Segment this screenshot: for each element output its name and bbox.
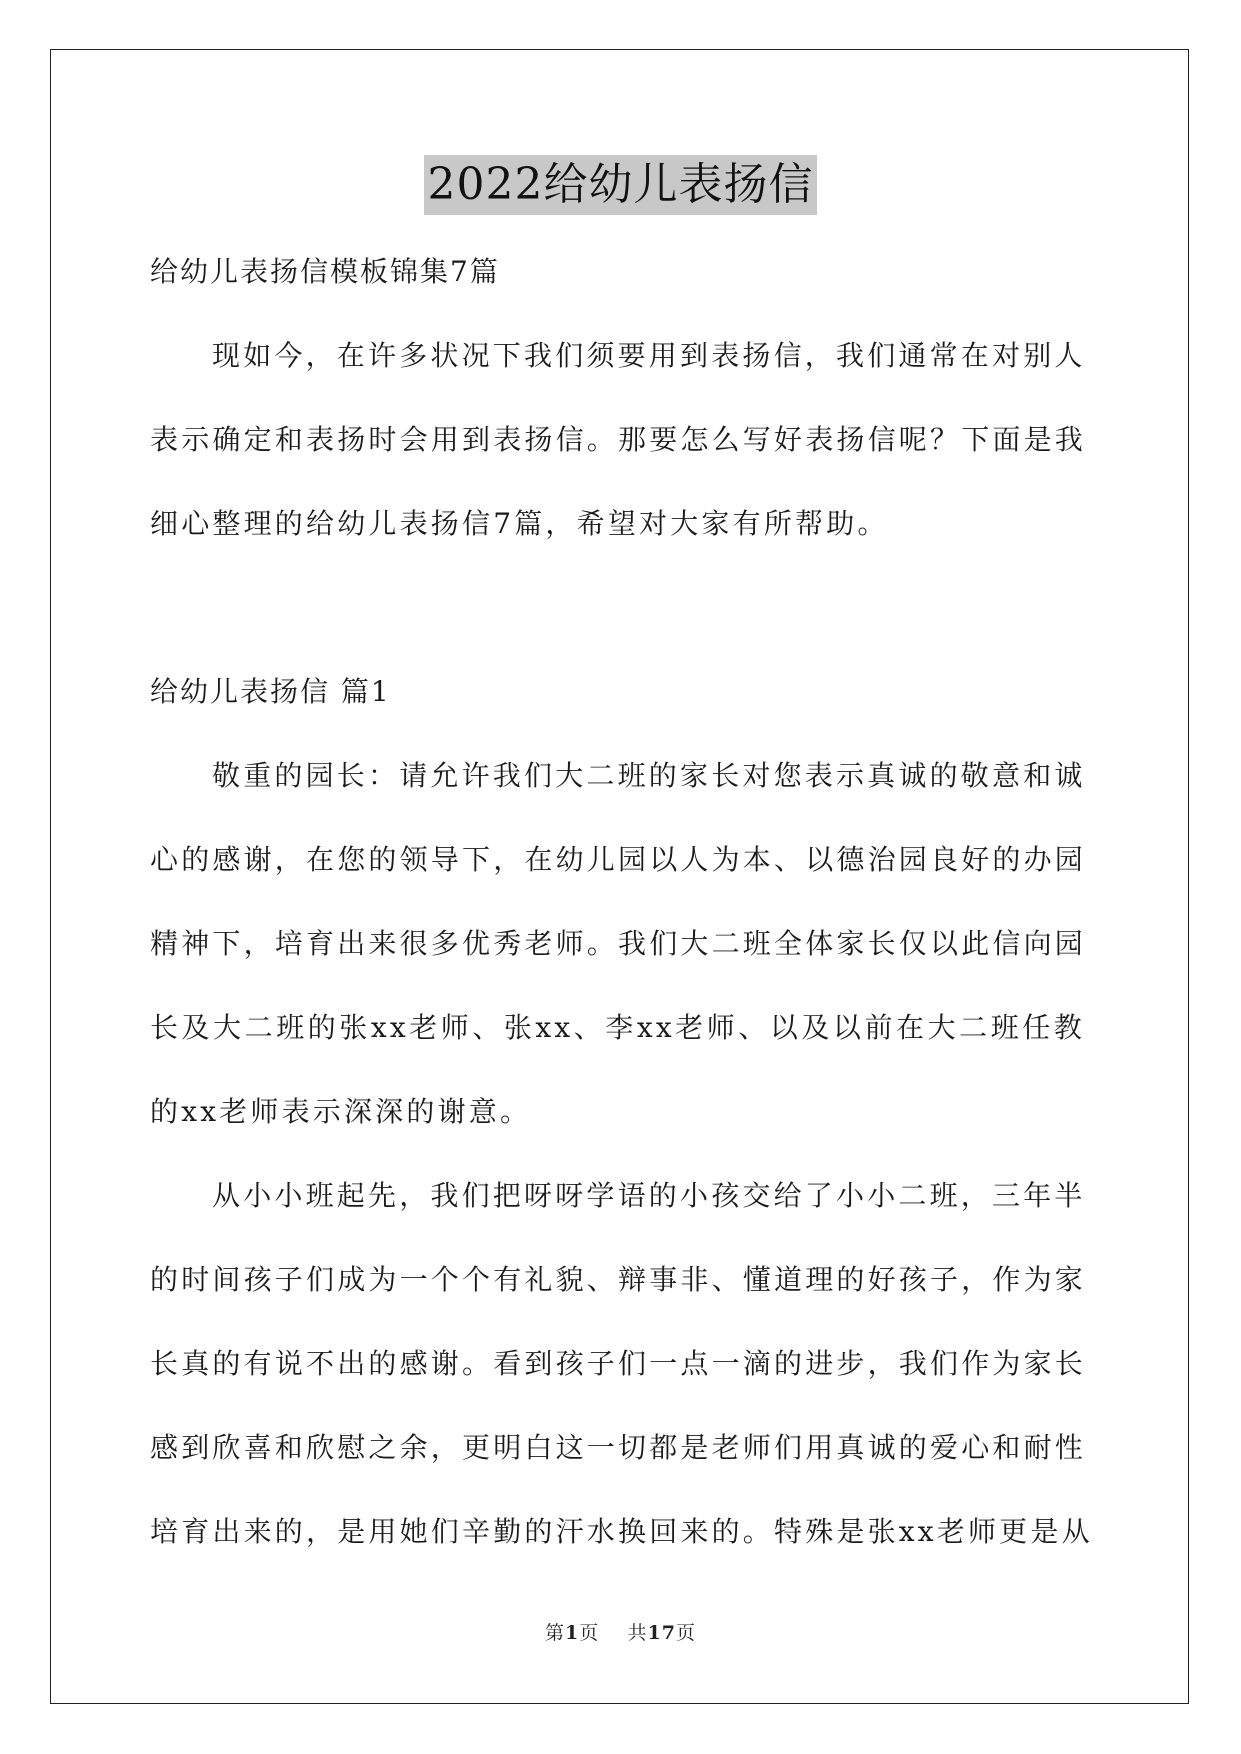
intro-line: 细心整理的给幼儿表扬信7篇，希望对大家有所帮助。 [150,507,889,540]
paragraph1-line: 精神下，培育出来很多优秀老师。我们大二班全体家长仅以此信向园 [150,927,1087,960]
paragraph1-line: 的xx老师表示深深的谢意。 [150,1095,532,1128]
paragraph2-line: 感到欣喜和欣慰之余，更明白这一切都是老师们用真诚的爱心和耐性 [150,1431,1087,1464]
paragraph2-line: 长真的有说不出的感谢。看到孩子们一点一滴的进步，我们作为家长 [150,1347,1087,1380]
paragraph1-line: 心的感谢，在您的领导下，在幼儿园以人为本、以德治园良好的办园 [150,843,1087,876]
total-pages-number: 17 [647,1622,676,1644]
footer-page-word: 页 [579,1622,600,1644]
paragraph1-line: 敬重的园长：请允许我们大二班的家长对您表示真诚的敬意和诚 [212,759,1086,792]
footer-prefix: 第 [545,1622,566,1644]
document-subtitle: 给幼儿表扬信模板锦集7篇 [150,255,500,288]
section-heading: 给幼儿表扬信 篇1 [150,675,391,708]
blank-line [150,566,1085,650]
title-container [0,155,1241,215]
intro-line: 现如今，在许多状况下我们须要用到表扬信，我们通常在对别人 [212,339,1086,372]
document-title: 2022给幼儿表扬信 [424,155,818,215]
intro-line: 表示确定和表扬时会用到表扬信。那要怎么写好表扬信呢？下面是我 [150,423,1087,456]
page-footer [0,1618,1241,1645]
footer-total-prefix: 共 [627,1622,648,1644]
paragraph2-line: 从小小班起先，我们把呀呀学语的小孩交给了小小二班，三年半 [212,1179,1086,1212]
footer-total-suffix: 页 [675,1622,696,1644]
current-page-number: 1 [565,1622,580,1644]
paragraph2-line: 培育出来的，是用她们辛勤的汗水换回来的。特殊是张xx老师更是从 [150,1515,1093,1548]
paragraph1-line: 长及大二班的张xx老师、张xx、李xx老师、以及以前在大二班任教 [150,1011,1085,1044]
document-body [150,230,1093,1574]
paragraph2-line: 的时间孩子们成为一个个有礼貌、辩事非、懂道理的好孩子，作为家 [150,1263,1087,1296]
